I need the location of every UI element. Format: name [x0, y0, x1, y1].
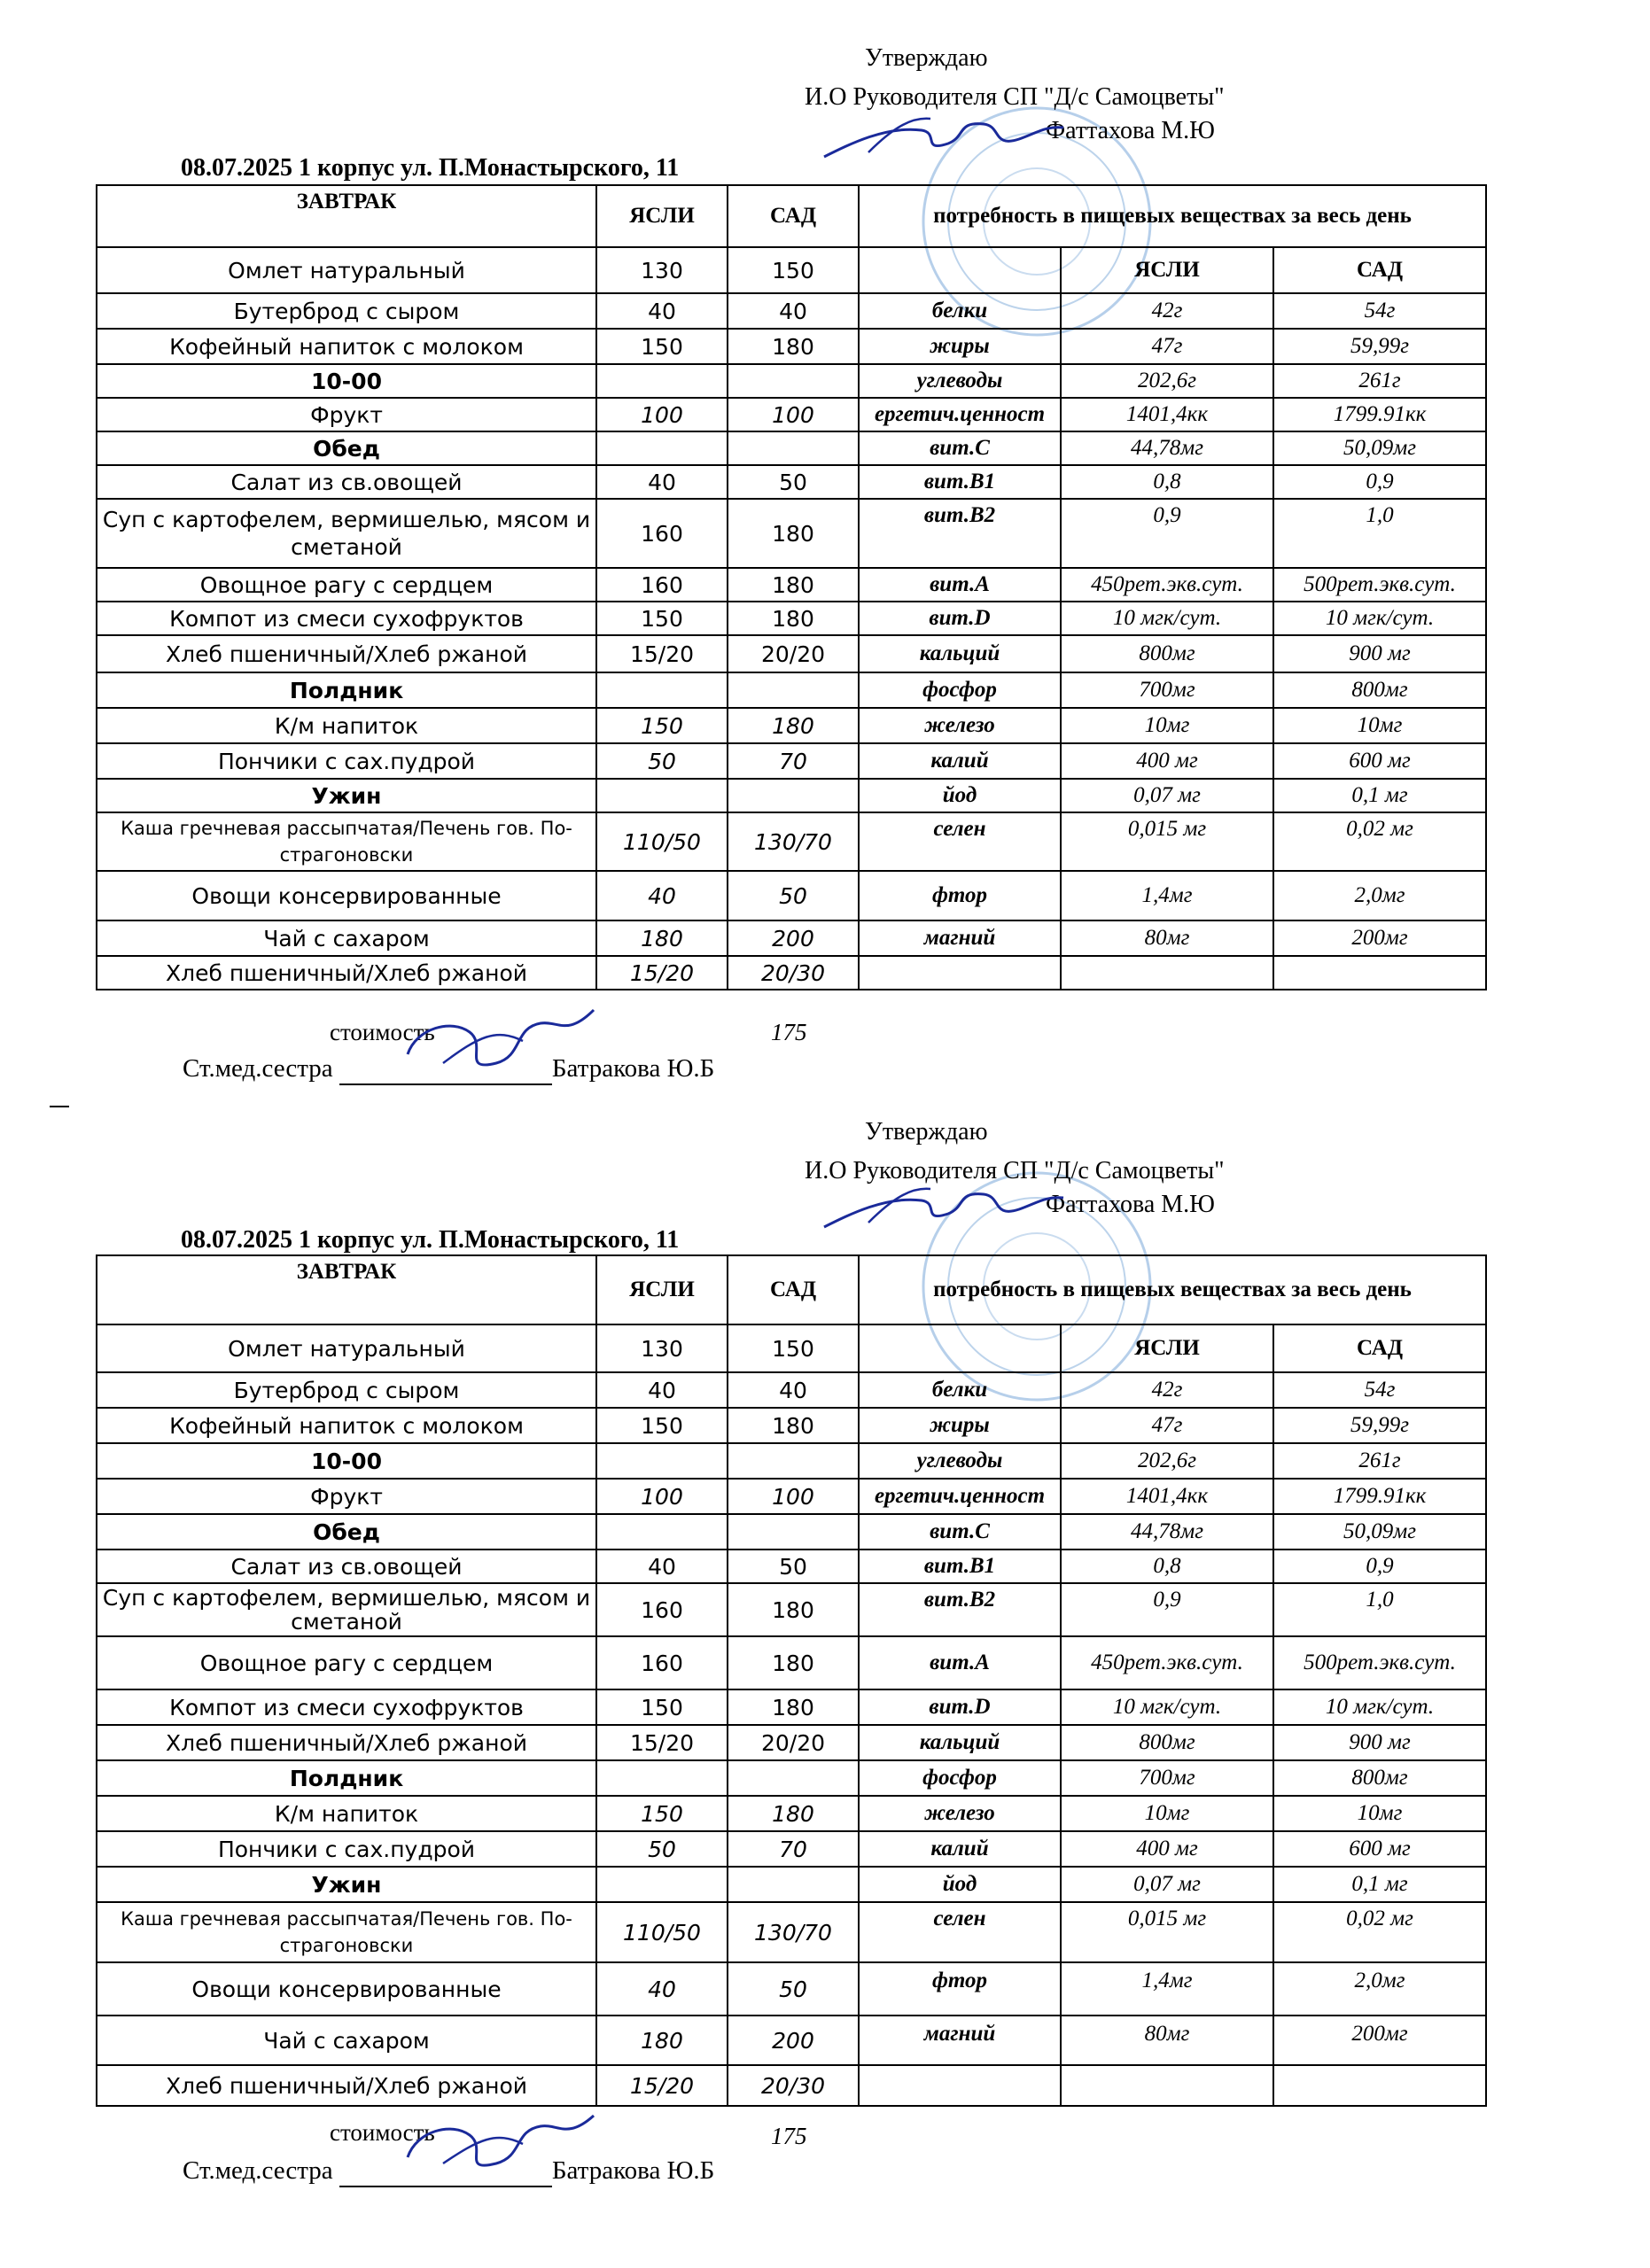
nutrient-yasli: 450рет.экв.сут.: [1061, 1636, 1273, 1689]
blank-cell: [1273, 956, 1486, 990]
dish-name: Компот из смеси сухофруктов: [97, 1689, 596, 1725]
dish-yasli: 40: [596, 871, 728, 920]
nutrient-yasli: 450рет.экв.сут.: [1061, 568, 1273, 602]
nurse-name: Батракова Ю.Б: [551, 1054, 715, 1083]
dish-name: Хлеб пшеничный/Хлеб ржаной: [97, 956, 596, 990]
nutrient-name: калий: [859, 743, 1061, 779]
nutrient-sad: 50,09мг: [1273, 431, 1486, 465]
menu-table: [96, 184, 1487, 990]
nutrient-yasli: 10 мгк/сут.: [1061, 602, 1273, 635]
dish-name: Бутерброд с сыром: [97, 293, 596, 329]
nutrient-name: белки: [859, 1372, 1061, 1408]
dish-sad: 180: [728, 708, 859, 743]
dish-yasli: 160: [596, 1636, 728, 1689]
dish-yasli: 40: [596, 1372, 728, 1408]
nutrient-name: жиры: [859, 1408, 1061, 1443]
nutrient-yasli: 47г: [1061, 329, 1273, 364]
dish-sad: 180: [728, 568, 859, 602]
col-header-sad: САД: [728, 1255, 859, 1324]
nutrient-yasli: 202,6г: [1061, 1443, 1273, 1479]
dish-name: Фрукт: [97, 1479, 596, 1514]
dish-yasli: 40: [596, 1962, 728, 2016]
dish-name: Фрукт: [97, 398, 596, 431]
nutrient-name: вит.D: [859, 602, 1061, 635]
dish-sad: [728, 779, 859, 812]
dish-yasli: 160: [596, 499, 728, 568]
dish-sad: 50: [728, 1550, 859, 1583]
col-header-yasli: ЯСЛИ: [596, 185, 728, 247]
nutrient-yasli: 0,015 мг: [1061, 1902, 1273, 1962]
dish-sad: [728, 431, 859, 465]
nutrient-sad: 10 мгк/сут.: [1273, 602, 1486, 635]
dish-sad: 100: [728, 398, 859, 431]
dish-name: Омлет натуральный: [97, 1324, 596, 1372]
nutrient-name: магний: [859, 2016, 1061, 2065]
nutrient-sad: 0,02 мг: [1273, 812, 1486, 871]
section-label: 10-00: [97, 1443, 596, 1479]
dish-sad: [728, 1867, 859, 1902]
dish-sad: 180: [728, 1796, 859, 1831]
sub-header-sad: САД: [1273, 1324, 1486, 1372]
dish-yasli: 180: [596, 920, 728, 956]
nutrient-name: фтор: [859, 871, 1061, 920]
menu-sheet-bottom: [0, 1074, 1650, 2185]
page-title: 08.07.2025 1 корпус ул. П.Монастырского, 11: [181, 1226, 680, 1254]
dish-name: Суп с картофелем, вермишелью, мясом и сметаной: [97, 499, 596, 568]
dish-yasli: 15/20: [596, 956, 728, 990]
nutrient-sad: 0,9: [1273, 465, 1486, 499]
dish-yasli: 15/20: [596, 635, 728, 672]
section-label: Ужин: [97, 779, 596, 812]
dish-name: Бутерброд с сыром: [97, 1372, 596, 1408]
nutrient-name: железо: [859, 1796, 1061, 1831]
nutrient-name: магний: [859, 920, 1061, 956]
dish-yasli: [596, 1443, 728, 1479]
nutrient-yasli: 0,07 мг: [1061, 1867, 1273, 1902]
signature-line: [339, 2156, 552, 2187]
nutrient-sad: 1799.91кк: [1273, 1479, 1486, 1514]
section-label: Ужин: [97, 1867, 596, 1902]
dish-sad: 100: [728, 1479, 859, 1514]
nutrient-sad: 600 мг: [1273, 1831, 1486, 1867]
dish-sad: 200: [728, 2016, 859, 2065]
dish-sad: 180: [728, 1636, 859, 1689]
nutrient-yasli: 1401,4кк: [1061, 1479, 1273, 1514]
dish-sad: 20/30: [728, 956, 859, 990]
dish-name: Пончики с сах.пудрой: [97, 743, 596, 779]
nutrient-name: углеводы: [859, 364, 1061, 398]
nutrient-sad: 900 мг: [1273, 1725, 1486, 1760]
nutrient-sad: 800мг: [1273, 1760, 1486, 1796]
nutrient-sad: 59,99г: [1273, 1408, 1486, 1443]
blank-cell: [859, 247, 1061, 293]
nutrient-yasli: 0,9: [1061, 499, 1273, 568]
nutrient-name: вит.В2: [859, 1583, 1061, 1636]
nutrient-name: фтор: [859, 1962, 1061, 2016]
dish-sad: 20/20: [728, 635, 859, 672]
dish-yasli: 150: [596, 708, 728, 743]
dish-sad: 20/20: [728, 1725, 859, 1760]
blank-cell: [859, 956, 1061, 990]
approval-line-2: И.О Руководителя СП "Д/с Самоцветы": [805, 83, 1225, 111]
dish-yasli: [596, 1514, 728, 1550]
dish-yasli: 150: [596, 1689, 728, 1725]
dish-name: Салат из св.овощей: [97, 1550, 596, 1583]
dish-name: Овощи консервированные: [97, 1962, 596, 2016]
nutrient-yasli: 0,9: [1061, 1583, 1273, 1636]
sub-header-yasli: ЯСЛИ: [1061, 1324, 1273, 1372]
nutrient-name: вит.А: [859, 568, 1061, 602]
dish-name: К/м напиток: [97, 708, 596, 743]
dish-sad: [728, 672, 859, 708]
dish-name: Компот из смеси сухофруктов: [97, 602, 596, 635]
blank-cell: [859, 1324, 1061, 1372]
nurse-name: Батракова Ю.Б: [551, 2156, 715, 2185]
col-header-meal: ЗАВТРАК: [97, 1255, 596, 1324]
nurse-line: [183, 2156, 714, 2187]
nutrient-sad: 500рет.экв.сут.: [1273, 568, 1486, 602]
dish-yasli: 150: [596, 602, 728, 635]
dish-yasli: 15/20: [596, 2065, 728, 2106]
dish-name: Каша гречневая рассыпчатая/Печень гов. По-страгоновски: [97, 1902, 596, 1962]
blank-cell: [1061, 2065, 1273, 2106]
dish-name: Хлеб пшеничный/Хлеб ржаной: [97, 635, 596, 672]
dish-sad: [728, 1760, 859, 1796]
nutrient-yasli: 700мг: [1061, 672, 1273, 708]
dish-yasli: [596, 672, 728, 708]
dish-yasli: 100: [596, 1479, 728, 1514]
dish-name: Овощное рагу с сердцем: [97, 1636, 596, 1689]
page-title: 08.07.2025 1 корпус ул. П.Монастырского, 11: [181, 154, 680, 182]
dish-sad: [728, 1514, 859, 1550]
dish-sad: [728, 1443, 859, 1479]
nutrient-yasli: 42г: [1061, 293, 1273, 329]
sub-header-yasli: ЯСЛИ: [1061, 247, 1273, 293]
dish-sad: 150: [728, 1324, 859, 1372]
nutrient-name: йод: [859, 779, 1061, 812]
dish-sad: 40: [728, 293, 859, 329]
dish-yasli: 110/50: [596, 812, 728, 871]
approval-line-1: Утверждаю: [865, 1118, 988, 1146]
nutrient-sad: 1,0: [1273, 499, 1486, 568]
nutrient-yasli: 800мг: [1061, 1725, 1273, 1760]
dish-name: Каша гречневая рассыпчатая/Печень гов. По-страгоновски: [97, 812, 596, 871]
nutrient-name: железо: [859, 708, 1061, 743]
dish-yasli: [596, 779, 728, 812]
nutrient-name: вит.С: [859, 1514, 1061, 1550]
nutrient-name: фосфор: [859, 1760, 1061, 1796]
approval-name: Фаттахова М.Ю: [1046, 1191, 1215, 1218]
nutrient-yasli: 0,8: [1061, 465, 1273, 499]
dish-name: Кофейный напиток с молоком: [97, 329, 596, 364]
dish-sad: 180: [728, 1689, 859, 1725]
dish-sad: 50: [728, 465, 859, 499]
dish-yasli: 160: [596, 568, 728, 602]
nutrient-sad: 10мг: [1273, 1796, 1486, 1831]
nutrient-yasli: 42г: [1061, 1372, 1273, 1408]
menu-table: [96, 1254, 1487, 2107]
dish-yasli: 40: [596, 465, 728, 499]
director-signature: [815, 108, 1072, 170]
nutrient-sad: 50,09мг: [1273, 1514, 1486, 1550]
nutrient-yasli: 47г: [1061, 1408, 1273, 1443]
nutrient-yasli: 0,8: [1061, 1550, 1273, 1583]
nutrient-sad: 59,99г: [1273, 329, 1486, 364]
dish-yasli: 15/20: [596, 1725, 728, 1760]
dish-yasli: 180: [596, 2016, 728, 2065]
nutrient-sad: 500рет.экв.сут.: [1273, 1636, 1486, 1689]
dish-name: Кофейный напиток с молоком: [97, 1408, 596, 1443]
dish-sad: 180: [728, 602, 859, 635]
nutrient-name: углеводы: [859, 1443, 1061, 1479]
nutrient-yasli: 202,6г: [1061, 364, 1273, 398]
nutrient-yasli: 80мг: [1061, 2016, 1273, 2065]
dish-yasli: 110/50: [596, 1902, 728, 1962]
nutrient-yasli: 400 мг: [1061, 1831, 1273, 1867]
nutrient-yasli: 800мг: [1061, 635, 1273, 672]
dish-sad: [728, 364, 859, 398]
nutrient-sad: 200мг: [1273, 2016, 1486, 2065]
nutrient-yasli: 1,4мг: [1061, 871, 1273, 920]
nutrient-name: йод: [859, 1867, 1061, 1902]
dish-yasli: 100: [596, 398, 728, 431]
dish-yasli: 130: [596, 247, 728, 293]
nutrient-yasli: 400 мг: [1061, 743, 1273, 779]
nutrient-name: калий: [859, 1831, 1061, 1867]
section-label: Обед: [97, 431, 596, 465]
dish-yasli: 40: [596, 1550, 728, 1583]
dish-name: Суп с картофелем, вермишелью, мясом и сметаной: [97, 1583, 596, 1636]
nutrient-name: вит.В1: [859, 465, 1061, 499]
nutrient-sad: 0,1 мг: [1273, 779, 1486, 812]
nutrient-sad: 0,02 мг: [1273, 1902, 1486, 1962]
nutrient-yasli: 1,4мг: [1061, 1962, 1273, 2016]
approval-line-2: И.О Руководителя СП "Д/с Самоцветы": [805, 1157, 1225, 1184]
nutrient-name: вит.D: [859, 1689, 1061, 1725]
nutrient-sad: 2,0мг: [1273, 1962, 1486, 2016]
blank-cell: [859, 2065, 1061, 2106]
dish-sad: 200: [728, 920, 859, 956]
dish-name: Пончики с сах.пудрой: [97, 1831, 596, 1867]
nutrient-name: ергетич.ценност: [859, 398, 1061, 431]
director-signature: [815, 1178, 1072, 1240]
nutrient-yasli: 80мг: [1061, 920, 1273, 956]
dish-yasli: 160: [596, 1583, 728, 1636]
dish-name: Салат из св.овощей: [97, 465, 596, 499]
nutrient-yasli: 10 мгк/сут.: [1061, 1689, 1273, 1725]
nutrient-yasli: 10мг: [1061, 708, 1273, 743]
cost-label: стоимость: [330, 1019, 435, 1045]
nutrient-sad: 0,9: [1273, 1550, 1486, 1583]
dish-sad: 150: [728, 247, 859, 293]
nutrient-sad: 1,0: [1273, 1583, 1486, 1636]
nutrient-yasli: 44,78мг: [1061, 431, 1273, 465]
dish-sad: 20/30: [728, 2065, 859, 2106]
dish-yasli: 40: [596, 293, 728, 329]
nutrient-name: вит.А: [859, 1636, 1061, 1689]
nutrient-sad: 10 мгк/сут.: [1273, 1689, 1486, 1725]
nutrient-name: фосфор: [859, 672, 1061, 708]
dish-yasli: 130: [596, 1324, 728, 1372]
nutrient-sad: 0,1 мг: [1273, 1867, 1486, 1902]
dish-name: Хлеб пшеничный/Хлеб ржаной: [97, 1725, 596, 1760]
nutrient-yasli: 0,07 мг: [1061, 779, 1273, 812]
col-header-sad: САД: [728, 185, 859, 247]
nutrient-name: вит.В2: [859, 499, 1061, 568]
dish-sad: 130/70: [728, 1902, 859, 1962]
menu-sheet-top: [0, 0, 1650, 1081]
dish-sad: 70: [728, 1831, 859, 1867]
dish-name: Овощи консервированные: [97, 871, 596, 920]
nutrient-sad: 54г: [1273, 1372, 1486, 1408]
approval-line-1: Утверждаю: [865, 44, 988, 72]
dish-sad: 180: [728, 329, 859, 364]
blank-cell: [1273, 2065, 1486, 2106]
cost-value: 175: [771, 1019, 807, 1045]
cost-value: 175: [771, 2123, 807, 2149]
dish-yasli: [596, 1760, 728, 1796]
dish-sad: 180: [728, 499, 859, 568]
nutrient-name: кальций: [859, 1725, 1061, 1760]
dish-yasli: [596, 364, 728, 398]
nutrient-name: вит.С: [859, 431, 1061, 465]
nutrient-yasli: 1401,4кк: [1061, 398, 1273, 431]
dish-name: К/м напиток: [97, 1796, 596, 1831]
nurse-label: Ст.мед.сестра: [183, 2156, 333, 2185]
nutrient-yasli: 10мг: [1061, 1796, 1273, 1831]
col-header-needs: потребность в пищевых веществах за весь день: [859, 185, 1486, 247]
nutrient-sad: 10мг: [1273, 708, 1486, 743]
nurse-label: Ст.мед.сестра: [183, 1054, 333, 1083]
nutrient-sad: 261г: [1273, 1443, 1486, 1479]
nutrient-sad: 261г: [1273, 364, 1486, 398]
sub-header-sad: САД: [1273, 247, 1486, 293]
dish-yasli: 150: [596, 329, 728, 364]
dish-yasli: 50: [596, 1831, 728, 1867]
nutrient-sad: 1799.91кк: [1273, 398, 1486, 431]
col-header-yasli: ЯСЛИ: [596, 1255, 728, 1324]
dish-sad: 130/70: [728, 812, 859, 871]
nutrient-name: ергетич.ценност: [859, 1479, 1061, 1514]
nutrient-sad: 900 мг: [1273, 635, 1486, 672]
dish-yasli: 50: [596, 743, 728, 779]
nutrient-name: жиры: [859, 329, 1061, 364]
section-label: Полдник: [97, 1760, 596, 1796]
dish-name: Омлет натуральный: [97, 247, 596, 293]
nutrient-name: кальций: [859, 635, 1061, 672]
nutrient-yasli: 44,78мг: [1061, 1514, 1273, 1550]
dish-sad: 50: [728, 871, 859, 920]
dish-sad: 40: [728, 1372, 859, 1408]
dish-sad: 180: [728, 1583, 859, 1636]
dish-name: Чай с сахаром: [97, 920, 596, 956]
dish-name: Овощное рагу с сердцем: [97, 568, 596, 602]
nutrient-yasli: 0,015 мг: [1061, 812, 1273, 871]
nutrient-name: селен: [859, 812, 1061, 871]
col-header-needs: потребность в пищевых веществах за весь день: [859, 1255, 1486, 1324]
dish-sad: 70: [728, 743, 859, 779]
col-header-meal: ЗАВТРАК: [97, 185, 596, 247]
nutrient-sad: 200мг: [1273, 920, 1486, 956]
nutrient-name: вит.В1: [859, 1550, 1061, 1583]
nutrient-sad: 600 мг: [1273, 743, 1486, 779]
nutrient-sad: 54г: [1273, 293, 1486, 329]
nutrient-sad: 800мг: [1273, 672, 1486, 708]
nutrient-sad: 2,0мг: [1273, 871, 1486, 920]
dish-name: Чай с сахаром: [97, 2016, 596, 2065]
blank-cell: [1061, 956, 1273, 990]
nutrient-yasli: 700мг: [1061, 1760, 1273, 1796]
section-label: Полдник: [97, 672, 596, 708]
approval-name: Фаттахова М.Ю: [1046, 117, 1215, 144]
dish-yasli: 150: [596, 1408, 728, 1443]
cost-label: стоимость: [330, 2119, 435, 2146]
dish-yasli: [596, 1867, 728, 1902]
section-label: 10-00: [97, 364, 596, 398]
section-label: Обед: [97, 1514, 596, 1550]
nutrient-name: селен: [859, 1902, 1061, 1962]
dish-name: Хлеб пшеничный/Хлеб ржаной: [97, 2065, 596, 2106]
dish-sad: 50: [728, 1962, 859, 2016]
nutrient-name: белки: [859, 293, 1061, 329]
dish-sad: 180: [728, 1408, 859, 1443]
dish-yasli: 150: [596, 1796, 728, 1831]
dish-yasli: [596, 431, 728, 465]
